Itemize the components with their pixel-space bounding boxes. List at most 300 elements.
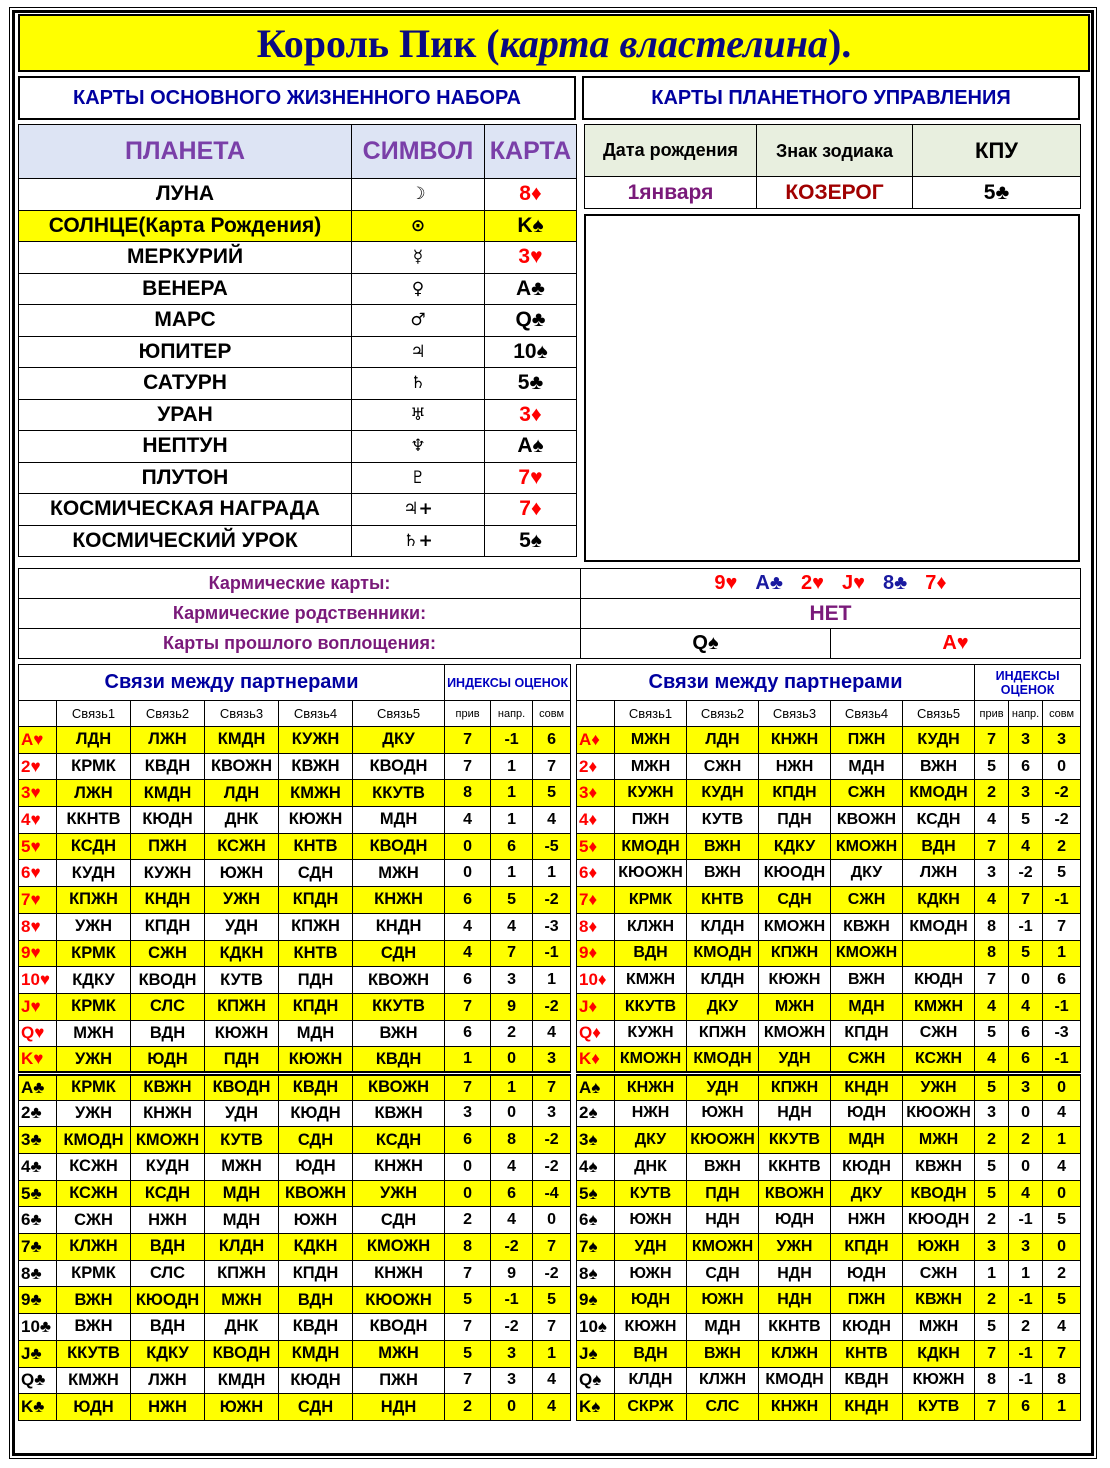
- index-cell: 3: [1009, 1073, 1043, 1100]
- header-zodiac: Знак зодиака: [757, 125, 913, 177]
- relation-cell: ККНТВ: [759, 1314, 831, 1341]
- relation-column-header: Связь1: [57, 701, 131, 727]
- planet-name: САТУРН: [19, 368, 352, 400]
- row-card: 6♣: [19, 1207, 57, 1234]
- relation-row: [19, 833, 571, 860]
- birth-date-value: 1января: [585, 177, 757, 209]
- relation-cell: КВДН: [131, 753, 205, 780]
- relation-row: [577, 1340, 1081, 1367]
- karmic-cards-label: Кармические карты:: [19, 569, 581, 599]
- index-cell: 4: [491, 1207, 533, 1234]
- relation-row: [577, 807, 1081, 834]
- index-cell: 5: [975, 753, 1009, 780]
- relation-cell: КВОДН: [205, 1073, 279, 1100]
- relation-cell: КНТВ: [687, 887, 759, 914]
- relation-cell: КНЖН: [353, 1154, 445, 1181]
- relation-row: [19, 1073, 571, 1100]
- relation-cell: ВДН: [903, 833, 975, 860]
- relation-row: [577, 1047, 1081, 1074]
- relation-cell: СДН: [279, 1127, 353, 1154]
- relation-cell: КНДН: [353, 913, 445, 940]
- index-cell: 8: [975, 940, 1009, 967]
- relation-cell: КСЖН: [57, 1180, 131, 1207]
- row-card: Q♣: [19, 1367, 57, 1394]
- index-cell: 4: [491, 1154, 533, 1181]
- relation-cell: ПЖН: [615, 807, 687, 834]
- relation-cell: ЛЖН: [903, 860, 975, 887]
- index-cell: 4: [533, 1020, 571, 1047]
- relation-cell: КВОДН: [131, 967, 205, 994]
- relation-cell: КДКН: [205, 940, 279, 967]
- relation-cell: СЛС: [687, 1394, 759, 1421]
- relation-cell: СЖН: [831, 1047, 903, 1074]
- relation-cell: КМДН: [279, 1340, 353, 1367]
- relation-cell: КЛЖН: [759, 1340, 831, 1367]
- planet-symbol: ♃: [352, 336, 485, 368]
- karmic-card: 8♣: [883, 572, 908, 594]
- relation-cell: ЛДН: [687, 727, 759, 754]
- relation-row: [19, 727, 571, 754]
- planet-row: [19, 525, 577, 557]
- index-cell: 2: [445, 1207, 491, 1234]
- relation-cell: КПДН: [279, 993, 353, 1020]
- relation-cell: КЮОЖН: [903, 1100, 975, 1127]
- relation-cell: ВЖН: [687, 1154, 759, 1181]
- row-card: 5♦: [577, 833, 615, 860]
- index-cell: 3: [445, 1100, 491, 1127]
- index-cell: 6: [1009, 1047, 1043, 1074]
- index-cell: 1: [491, 753, 533, 780]
- index-cell: 0: [1043, 1180, 1081, 1207]
- relation-cell: ДКУ: [831, 860, 903, 887]
- planet-name: ПЛУТОН: [19, 462, 352, 494]
- index-title: ИНДЕКСЫ ОЦЕНОК: [445, 665, 571, 701]
- relation-cell: КПДН: [759, 780, 831, 807]
- row-card: 5♥: [19, 833, 57, 860]
- relation-cell: КВОЖН: [831, 807, 903, 834]
- relation-cell: КМОЖН: [687, 1234, 759, 1261]
- relation-row: [19, 1314, 571, 1341]
- index-cell: -4: [533, 1180, 571, 1207]
- index-cell: 8: [975, 913, 1009, 940]
- relation-row: [19, 780, 571, 807]
- index-cell: -1: [1043, 887, 1081, 914]
- index-cell: 3: [533, 1100, 571, 1127]
- index-cell: 7: [445, 1314, 491, 1341]
- index-cell: 0: [445, 1154, 491, 1181]
- relation-cell: ПДН: [279, 967, 353, 994]
- relation-cell: ПЖН: [831, 727, 903, 754]
- relation-row: [19, 1154, 571, 1181]
- relation-cell: КЛДН: [687, 967, 759, 994]
- planet-name: МЕРКУРИЙ: [19, 242, 352, 274]
- relation-cell: КПЖН: [57, 887, 131, 914]
- relation-cell: СЖН: [903, 1020, 975, 1047]
- index-cell: 7: [445, 993, 491, 1020]
- relation-cell: КМДН: [131, 780, 205, 807]
- index-cell: -1: [1009, 1367, 1043, 1394]
- planetary-table: [584, 124, 1081, 209]
- relation-row: [577, 1100, 1081, 1127]
- relation-cell: ЮДН: [831, 1260, 903, 1287]
- relation-cell: КУТВ: [205, 967, 279, 994]
- relation-cell: ДКУ: [687, 993, 759, 1020]
- relation-cell: ПЖН: [353, 1367, 445, 1394]
- index-cell: -2: [1043, 807, 1081, 834]
- index-cell: 0: [445, 860, 491, 887]
- relation-cell: КВЖН: [831, 913, 903, 940]
- relation-cell: КДКУ: [759, 833, 831, 860]
- index-cell: 2: [975, 1287, 1009, 1314]
- relation-cell: КНТВ: [279, 833, 353, 860]
- index-cell: 5: [491, 887, 533, 914]
- relation-cell: ДКУ: [615, 1127, 687, 1154]
- index-cell: 4: [445, 807, 491, 834]
- section-life-cards-title: КАРТЫ ОСНОВНОГО ЖИЗНЕННОГО НАБОРА: [18, 76, 576, 120]
- planet-row: [19, 462, 577, 494]
- row-card: 2♠: [577, 1100, 615, 1127]
- planet-symbol: ♀: [352, 273, 485, 305]
- relation-row: [19, 1127, 571, 1154]
- relation-row: [577, 753, 1081, 780]
- row-card: 9♣: [19, 1287, 57, 1314]
- index-cell: 5: [1043, 1287, 1081, 1314]
- relation-cell: СЛС: [131, 993, 205, 1020]
- index-cell: 0: [1009, 1154, 1043, 1181]
- relation-cell: КСДН: [903, 807, 975, 834]
- relation-row: [19, 1340, 571, 1367]
- index-cell: -1: [533, 940, 571, 967]
- relation-cell: ЛДН: [205, 780, 279, 807]
- index-cell: 6: [1009, 1394, 1043, 1421]
- relation-cell: НДН: [353, 1394, 445, 1421]
- relation-cell: КНЖН: [353, 1260, 445, 1287]
- relation-cell: МЖН: [903, 1314, 975, 1341]
- relation-cell: ВЖН: [687, 860, 759, 887]
- relation-cell: КЛЖН: [687, 1367, 759, 1394]
- relations-table-right: [576, 664, 1081, 1421]
- relation-cell: ДНК: [205, 807, 279, 834]
- index-cell: 3: [1009, 1234, 1043, 1261]
- relation-cell: КВОЖН: [279, 1180, 353, 1207]
- planet-card: 3♦: [485, 399, 577, 431]
- relation-cell: МДН: [831, 993, 903, 1020]
- relation-row: [577, 1154, 1081, 1181]
- relation-cell: ВЖН: [57, 1287, 131, 1314]
- relation-cell: ЮЖН: [205, 1394, 279, 1421]
- relation-cell: КЮЖН: [279, 807, 353, 834]
- row-card: J♥: [19, 993, 57, 1020]
- relation-cell: КВЖН: [279, 753, 353, 780]
- relation-cell: УДН: [687, 1073, 759, 1100]
- index-cell: 3: [975, 860, 1009, 887]
- relation-cell: МДН: [279, 1020, 353, 1047]
- relation-cell: МДН: [831, 1127, 903, 1154]
- relation-cell: ВДН: [131, 1234, 205, 1261]
- relation-cell: МЖН: [57, 1020, 131, 1047]
- relation-cell: ДКУ: [353, 727, 445, 754]
- relation-row: [19, 1394, 571, 1421]
- relation-cell: КВОДН: [353, 833, 445, 860]
- relation-cell: НДН: [759, 1100, 831, 1127]
- index-cell: 2: [1043, 1260, 1081, 1287]
- relation-cell: КУДН: [131, 1154, 205, 1181]
- relation-row: [19, 753, 571, 780]
- index-cell: 1: [491, 860, 533, 887]
- planet-row: [19, 210, 577, 242]
- index-cell: 3: [1009, 727, 1043, 754]
- relation-cell: ККУТВ: [759, 1127, 831, 1154]
- relation-cell: КВЖН: [903, 1154, 975, 1181]
- relation-cell: КНЖН: [759, 1394, 831, 1421]
- relation-cell: КЮДН: [131, 807, 205, 834]
- planet-symbol: ♂: [352, 305, 485, 337]
- relation-cell: КСДН: [57, 833, 131, 860]
- planet-row: [19, 399, 577, 431]
- relation-cell: КВЖН: [353, 1100, 445, 1127]
- row-card: 4♥: [19, 807, 57, 834]
- relation-cell: НЖН: [131, 1394, 205, 1421]
- index-cell: 0: [1043, 753, 1081, 780]
- index-cell: 0: [533, 1207, 571, 1234]
- relation-cell: СЖН: [831, 887, 903, 914]
- relation-cell: КУДН: [687, 780, 759, 807]
- relation-cell: КСДН: [131, 1180, 205, 1207]
- relation-cell: КРМК: [57, 993, 131, 1020]
- planet-card: 7♥: [485, 462, 577, 494]
- relation-row: [577, 860, 1081, 887]
- relation-cell: ККНТВ: [57, 807, 131, 834]
- relation-cell: СЖН: [57, 1207, 131, 1234]
- index-cell: 0: [1043, 1073, 1081, 1100]
- relation-cell: КНДН: [831, 1073, 903, 1100]
- index-cell: 1: [975, 1260, 1009, 1287]
- relation-cell: [903, 940, 975, 967]
- relation-cell: КЮЖН: [903, 1367, 975, 1394]
- index-cell: 9: [491, 1260, 533, 1287]
- relation-row: [19, 913, 571, 940]
- index-cell: -2: [533, 993, 571, 1020]
- relation-cell: КСДН: [353, 1127, 445, 1154]
- relation-row: [577, 1207, 1081, 1234]
- relation-cell: МЖН: [353, 860, 445, 887]
- relation-cell: КРМК: [57, 753, 131, 780]
- relation-cell: НДН: [687, 1207, 759, 1234]
- relation-cell: СДН: [353, 940, 445, 967]
- index-cell: -3: [533, 913, 571, 940]
- relation-cell: КУДН: [57, 860, 131, 887]
- planet-symbol: ☽: [352, 179, 485, 211]
- relation-cell: ДНК: [205, 1314, 279, 1341]
- relation-cell: КУЖН: [615, 1020, 687, 1047]
- row-card: 10♥: [19, 967, 57, 994]
- relation-row: [577, 967, 1081, 994]
- index-column-header: прив: [445, 701, 491, 727]
- planet-card: A♣: [485, 273, 577, 305]
- relation-cell: ЛЖН: [57, 780, 131, 807]
- relation-cell: ЮЖН: [687, 1100, 759, 1127]
- row-card: 10♣: [19, 1314, 57, 1341]
- relation-cell: СДН: [279, 1394, 353, 1421]
- relation-row: [577, 1367, 1081, 1394]
- relation-cell: КУДН: [903, 727, 975, 754]
- relation-cell: КМЖН: [57, 1367, 131, 1394]
- planet-row: [19, 242, 577, 274]
- relation-cell: КУЖН: [131, 860, 205, 887]
- relation-row: [577, 1020, 1081, 1047]
- relation-cell: ПЖН: [131, 833, 205, 860]
- relation-cell: КНТВ: [831, 1340, 903, 1367]
- index-cell: 6: [445, 1020, 491, 1047]
- relation-cell: МЖН: [615, 753, 687, 780]
- relation-row: [577, 993, 1081, 1020]
- index-cell: 0: [491, 1394, 533, 1421]
- relation-cell: ЮДН: [131, 1047, 205, 1074]
- relation-cell: КУЖН: [279, 727, 353, 754]
- relation-cell: КРМК: [57, 1260, 131, 1287]
- relation-cell: КЮДН: [831, 1154, 903, 1181]
- relation-cell: КВОДН: [353, 753, 445, 780]
- index-cell: 3: [975, 1100, 1009, 1127]
- relation-cell: СДН: [353, 1207, 445, 1234]
- relation-cell: УЖН: [57, 1047, 131, 1074]
- relation-cell: КМОДН: [903, 780, 975, 807]
- relation-cell: УДН: [615, 1234, 687, 1261]
- relation-cell: ЮДН: [759, 1207, 831, 1234]
- relation-cell: КМЖН: [903, 993, 975, 1020]
- index-cell: 0: [1009, 1100, 1043, 1127]
- relation-cell: КУЖН: [615, 780, 687, 807]
- planet-row: [19, 431, 577, 463]
- index-cell: 4: [1009, 993, 1043, 1020]
- relation-cell: КДКУ: [57, 967, 131, 994]
- planetary-empty-area: [584, 214, 1080, 562]
- relation-cell: УЖН: [903, 1073, 975, 1100]
- relation-cell: КЛЖН: [615, 913, 687, 940]
- index-cell: 3: [1009, 780, 1043, 807]
- row-card: 6♦: [577, 860, 615, 887]
- index-column-header: совм: [533, 701, 571, 727]
- relation-cell: МЖН: [759, 993, 831, 1020]
- relation-cell: КЮЖН: [615, 1314, 687, 1341]
- index-title: ИНДЕКСЫ ОЦЕНОК: [975, 665, 1081, 701]
- relation-cell: ЮДН: [279, 1154, 353, 1181]
- relation-cell: КМОЖН: [353, 1234, 445, 1261]
- relation-cell: КПЖН: [205, 993, 279, 1020]
- index-cell: 7: [445, 1260, 491, 1287]
- index-cell: 1: [1043, 940, 1081, 967]
- planet-symbol: ♅: [352, 399, 485, 431]
- planet-symbol: ♆: [352, 431, 485, 463]
- index-cell: 0: [1009, 967, 1043, 994]
- index-cell: 7: [1043, 913, 1081, 940]
- planet-symbol: ♄: [352, 368, 485, 400]
- row-card: 5♣: [19, 1180, 57, 1207]
- relation-row: [577, 1287, 1081, 1314]
- relation-column-header: Связь3: [205, 701, 279, 727]
- index-cell: 7: [975, 1340, 1009, 1367]
- planet-card: 5♣: [485, 368, 577, 400]
- index-cell: 7: [445, 727, 491, 754]
- index-cell: 6: [533, 727, 571, 754]
- index-cell: 7: [533, 753, 571, 780]
- index-cell: 2: [975, 780, 1009, 807]
- relation-cell: ВДН: [279, 1287, 353, 1314]
- relations-column-header: [19, 701, 571, 727]
- relation-cell: КМОЖН: [831, 833, 903, 860]
- relation-cell: КМОДН: [759, 1367, 831, 1394]
- index-cell: 5: [975, 1073, 1009, 1100]
- relation-cell: КМЖН: [279, 780, 353, 807]
- row-card: Q♥: [19, 1020, 57, 1047]
- relation-column-header: Связь5: [903, 701, 975, 727]
- planet-symbol: ♄+: [352, 525, 485, 557]
- relation-cell: НЖН: [615, 1100, 687, 1127]
- relation-row: [577, 1314, 1081, 1341]
- relation-row: [577, 1180, 1081, 1207]
- past-life-card-2: A♥: [831, 629, 1081, 659]
- row-card: Q♠: [577, 1367, 615, 1394]
- relations-title: Связи между партнерами: [19, 665, 445, 701]
- relation-cell: КВОЖН: [205, 753, 279, 780]
- row-card: K♠: [577, 1394, 615, 1421]
- index-cell: -2: [491, 1314, 533, 1341]
- index-cell: 5: [975, 1154, 1009, 1181]
- relation-cell: ККУТВ: [615, 993, 687, 1020]
- relation-cell: ЮЖН: [205, 860, 279, 887]
- relation-cell: ВДН: [131, 1020, 205, 1047]
- planet-name: УРАН: [19, 399, 352, 431]
- index-cell: 7: [491, 940, 533, 967]
- row-card: 2♣: [19, 1100, 57, 1127]
- relations-title-row: [19, 665, 571, 701]
- relation-cell: МДН: [205, 1180, 279, 1207]
- relation-row: [19, 1367, 571, 1394]
- relation-cell: КМДН: [205, 1367, 279, 1394]
- relation-cell: КПДН: [831, 1020, 903, 1047]
- relation-cell: НДН: [759, 1287, 831, 1314]
- index-cell: 1: [1043, 1127, 1081, 1154]
- planet-symbol: ☿: [352, 242, 485, 274]
- relation-cell: ЛЖН: [131, 1367, 205, 1394]
- row-card: A♥: [19, 727, 57, 754]
- index-cell: 4: [533, 807, 571, 834]
- relation-cell: КВОЖН: [759, 1180, 831, 1207]
- relation-cell: МДН: [687, 1314, 759, 1341]
- index-cell: 1: [533, 1340, 571, 1367]
- index-cell: 2: [975, 1127, 1009, 1154]
- index-cell: 6: [491, 1180, 533, 1207]
- relation-cell: КЮОЖН: [353, 1287, 445, 1314]
- row-card: 9♥: [19, 940, 57, 967]
- row-card: J♠: [577, 1340, 615, 1367]
- relation-cell: КВЖН: [903, 1287, 975, 1314]
- relation-cell: МДН: [353, 807, 445, 834]
- index-cell: 7: [1009, 887, 1043, 914]
- relation-cell: МДН: [831, 753, 903, 780]
- relation-cell: МЖН: [615, 727, 687, 754]
- relation-cell: ККУТВ: [353, 780, 445, 807]
- index-cell: 8: [445, 780, 491, 807]
- relation-row: [577, 1234, 1081, 1261]
- relation-cell: КМОЖН: [831, 940, 903, 967]
- row-card: J♣: [19, 1340, 57, 1367]
- index-cell: -2: [533, 1127, 571, 1154]
- relation-cell: КВОДН: [903, 1180, 975, 1207]
- index-cell: 7: [445, 1073, 491, 1100]
- relation-cell: КЛЖН: [57, 1234, 131, 1261]
- row-card: 2♥: [19, 753, 57, 780]
